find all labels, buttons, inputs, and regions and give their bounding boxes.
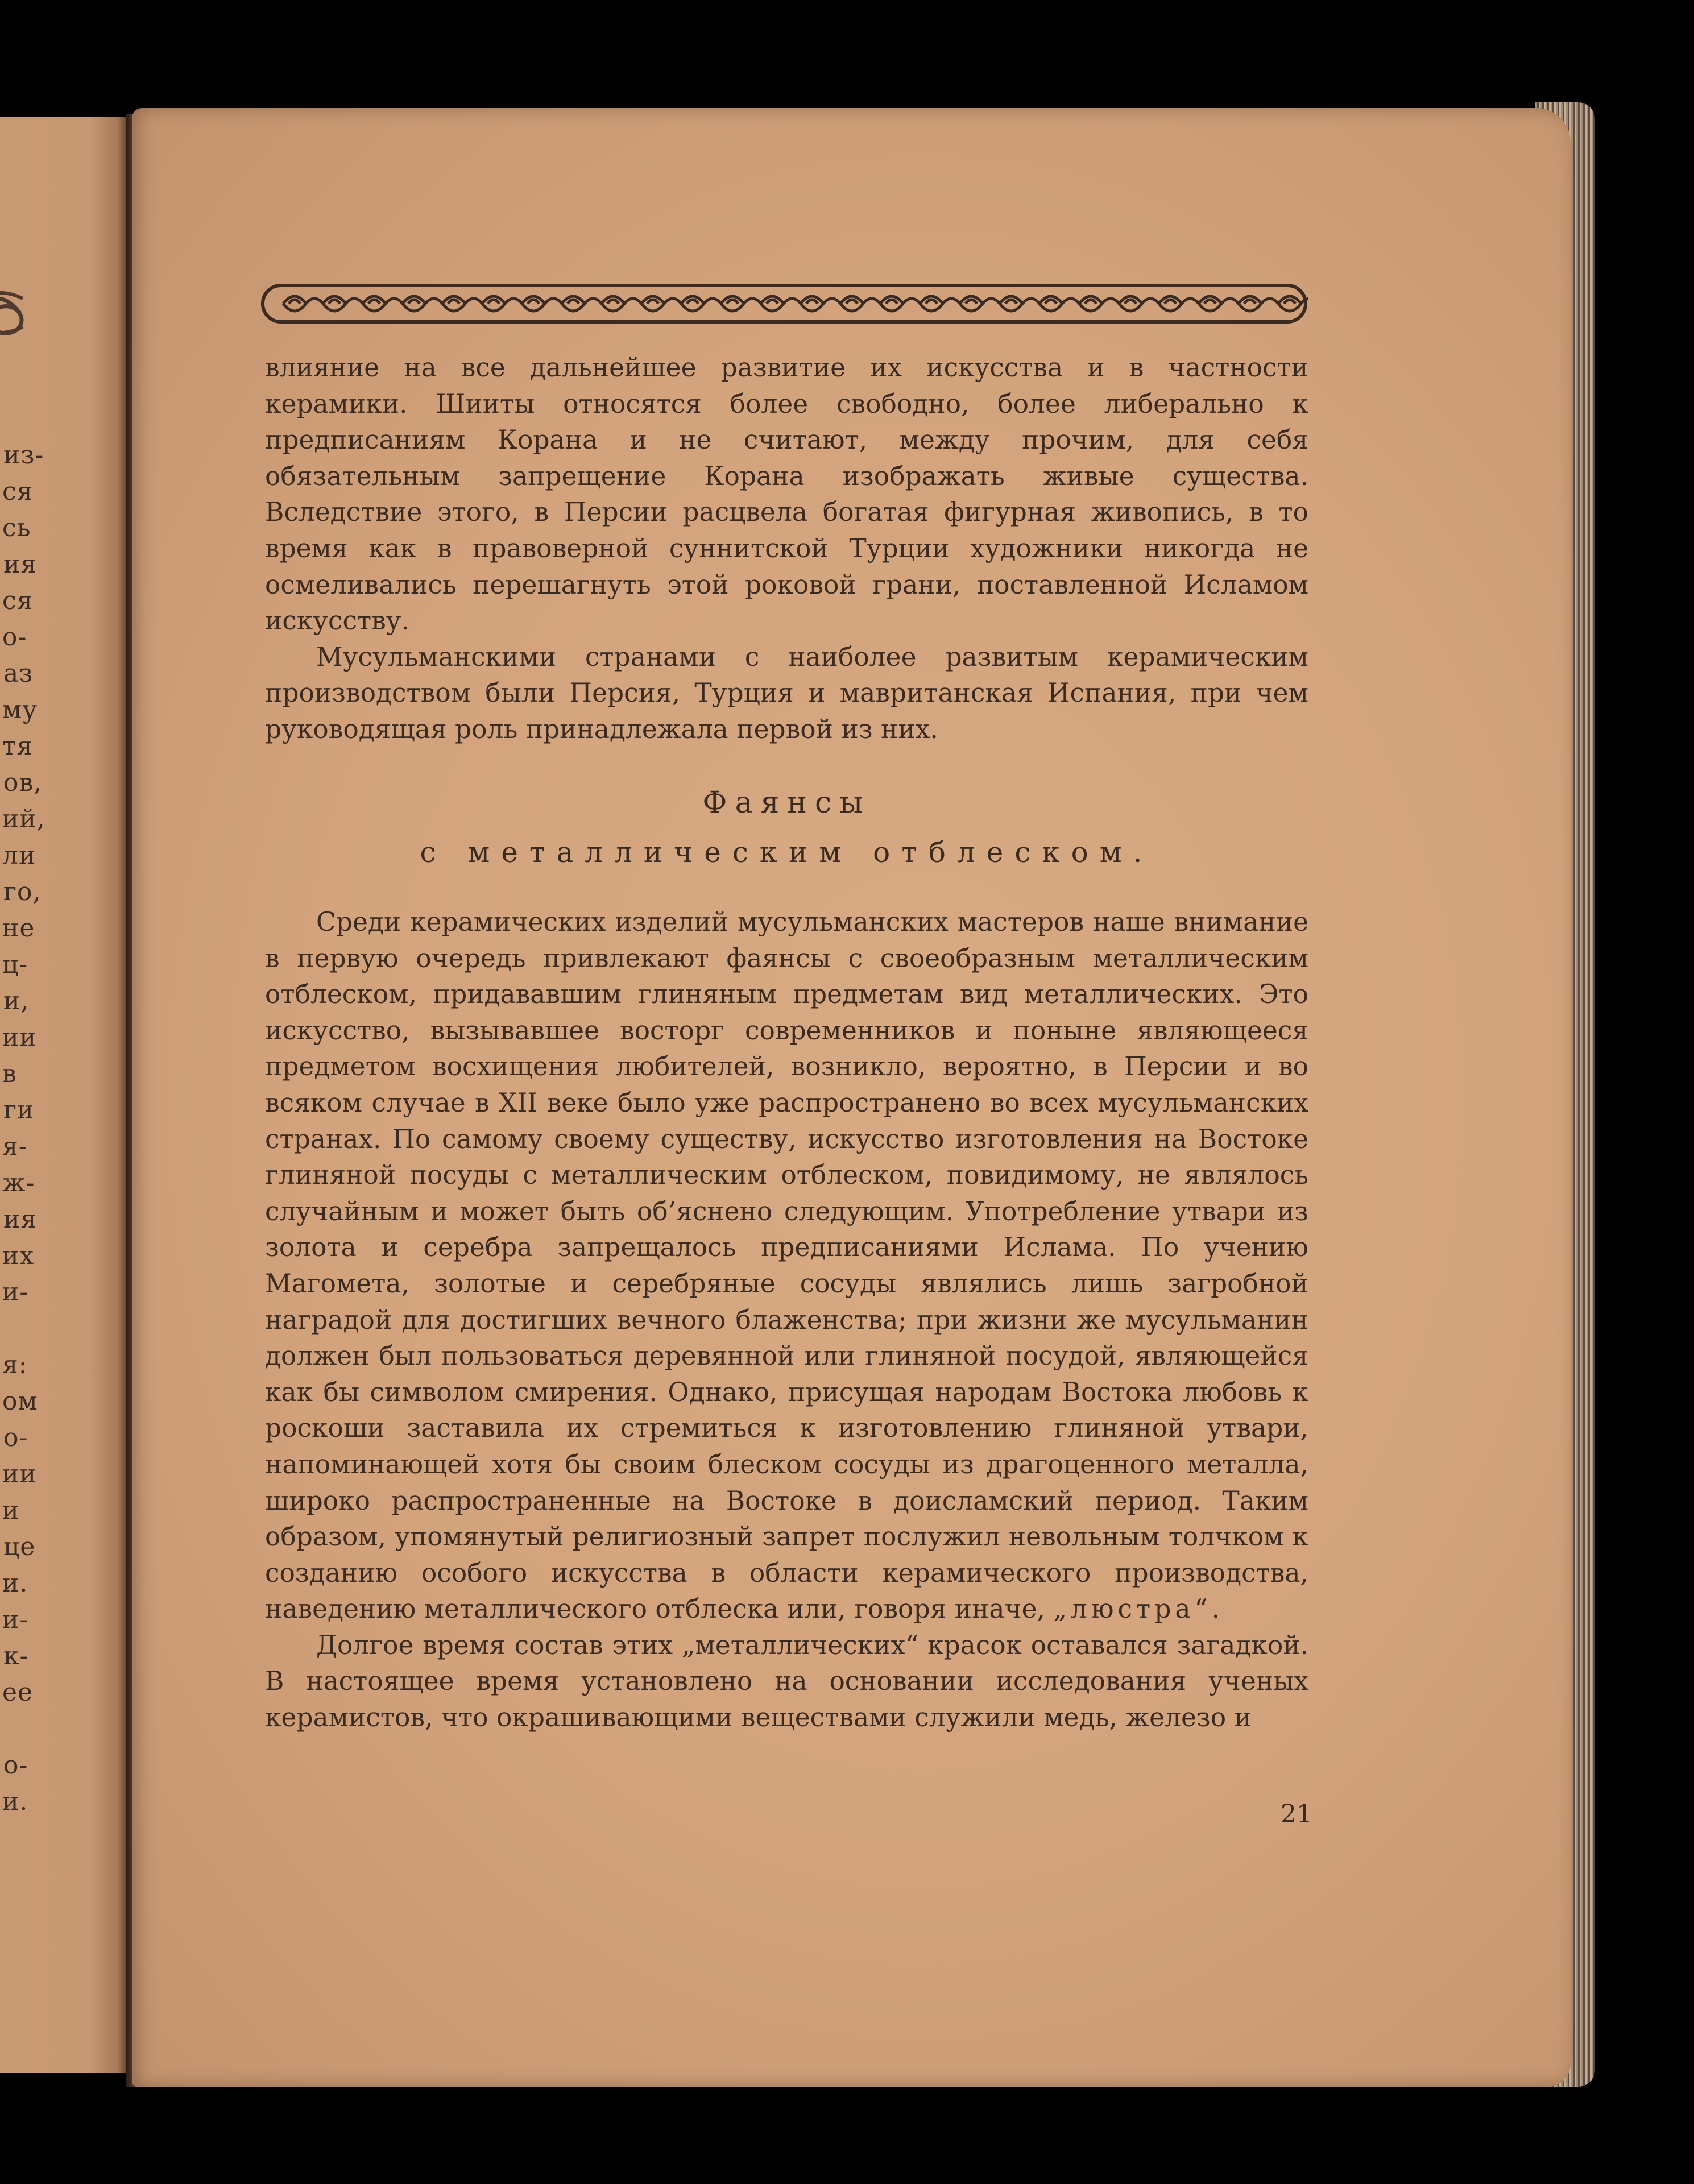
left-page-text-fragment: ия bbox=[3, 550, 38, 579]
page-number: 21 bbox=[1281, 1800, 1312, 1829]
left-page-text-fragment: к- bbox=[3, 1642, 29, 1671]
left-page-text-fragment: го, bbox=[3, 877, 42, 906]
left-page-text-fragment: и. bbox=[2, 1787, 28, 1816]
paragraph bbox=[265, 904, 1308, 1627]
left-page-text-fragment: сь bbox=[2, 513, 31, 542]
left-page-text-fragment: ли bbox=[2, 841, 36, 870]
paragraph-text: Среди керамических изделий мусульманских мастеров наше внимание в первую очередь привлекают фаянсы с своеобразным металлическим отблеском, придававшим глиняным предметам вид металлических. Это искусство, вызывавшее восторг современников и поныне являющееся предметом восхищения любителей, возникло, вероятно, в Персии и во всяком случае в XII веке было уже распространено во всех мусульманских странах. По самому своему существу, искусство изготовления на Востоке глиняной посуды с металлическим отблеском, повидимому, не являлось случайным и может быть об’яснено следующим. Употребление утвари из золота и серебра запрещалось предписаниями Ислама. По учению Магомета, золотые и серебряные сосуды являлись лишь загробной наградой для достигших вечного блаженства; при жизни же мусульманин должен был пользоваться деревянной или глиняной посудой, являющейся как бы символом смирения. Однако, присущая народам Востока любовь к роскоши заставила их стремиться к изготовлению глиняной утвари, напоминающей хотя бы своим блеском сосуды из драгоценного металла, широко распространенные на Востоке в доисламский период. Таким образом, упомянутый религиозный запрет послужил невольным толчком к созданию особого искусства в области керамического производства, наведению металлического отблеска или, говоря иначе, bbox=[265, 907, 1308, 1624]
left-page-text-fragment: це bbox=[3, 1532, 36, 1561]
left-page-text-fragment: и- bbox=[2, 1278, 29, 1307]
left-page-text-fragment: ги bbox=[3, 1096, 35, 1125]
left-page-text-fragment: ий, bbox=[2, 805, 45, 834]
left-page-text-fragment: и- bbox=[2, 1605, 29, 1634]
left-page-text-fragment: ия bbox=[3, 1205, 38, 1234]
left-page-text-fragment: ии bbox=[2, 1023, 37, 1052]
left-page-text-fragment: я- bbox=[2, 1132, 28, 1161]
left-page-text-fragment: не bbox=[2, 914, 35, 943]
emphasized-term: „люстра“. bbox=[1053, 1594, 1224, 1624]
section-heading: Фаянсы bbox=[702, 786, 871, 820]
left-page-text-fragment: в bbox=[2, 1059, 17, 1088]
left-page-text-fragment: ее bbox=[2, 1678, 34, 1707]
left-page-text-fragment: о- bbox=[3, 1423, 28, 1452]
left-page-text-fragment: ии bbox=[2, 1460, 37, 1489]
left-page-text-fragment: и. bbox=[2, 1569, 28, 1598]
left-page-text-fragment: о- bbox=[2, 623, 27, 652]
left-page-text-fragment: ов, bbox=[3, 768, 43, 797]
decorative-border-icon bbox=[260, 280, 1308, 328]
text-block-top bbox=[265, 350, 1308, 748]
left-page-text-fragment: му bbox=[2, 695, 38, 724]
left-page-text-fragment: ж- bbox=[2, 1168, 35, 1197]
left-page-text-fragment: ц- bbox=[2, 950, 28, 979]
left-page bbox=[0, 117, 128, 2073]
left-page-text-fragment: тя bbox=[2, 732, 34, 761]
text-block-main bbox=[265, 904, 1308, 1736]
left-page-text-fragment: и, bbox=[3, 987, 30, 1016]
left-page-text-fragment: аз bbox=[3, 659, 34, 688]
left-page-text-fragment: я: bbox=[2, 1350, 28, 1379]
left-page-text-fragment: ом bbox=[2, 1387, 38, 1416]
left-page-text-fragment: о- bbox=[3, 1751, 28, 1780]
left-page-text-fragment: ся bbox=[2, 477, 34, 506]
left-page-text-fragment: из- bbox=[3, 441, 44, 470]
paragraph: Мусульманскими странами с наиболее развитым керамическим производством были Персия, Турция и мавританская Испания, при чем руководящая роль принадлежала первой из них. bbox=[265, 641, 1308, 744]
paragraph: Долгое время состав этих „металлических“ красок оставался загадкой. В настоящее время установлено на основании исследования ученых керамистов, что окрашивающими веществами служили медь, железо и bbox=[265, 1630, 1308, 1733]
left-page-text-fragment: и bbox=[2, 1496, 20, 1525]
left-page-text-edge bbox=[0, 117, 128, 2073]
left-page-text-fragment: ся bbox=[2, 586, 34, 615]
paragraph: влияние на все дальнейшее развитие их искусства и в частности керамики. Шииты относятся более свободно, более либерально к предписаниям Корана и не считают, между прочим, для себя обязательным запрещение Корана изображать живые существа. Вследствие этого, в Персии расцвела богатая фигурная живопись, в то время как в правоверной суннитской Турции художники никогда не осмеливались перешагнуть этой роковой грани, поставленной Исламом искусству. bbox=[265, 353, 1308, 636]
left-page-text-fragment: их bbox=[2, 1241, 35, 1270]
section-subheading: с металлическим отблеском. bbox=[420, 836, 1154, 869]
